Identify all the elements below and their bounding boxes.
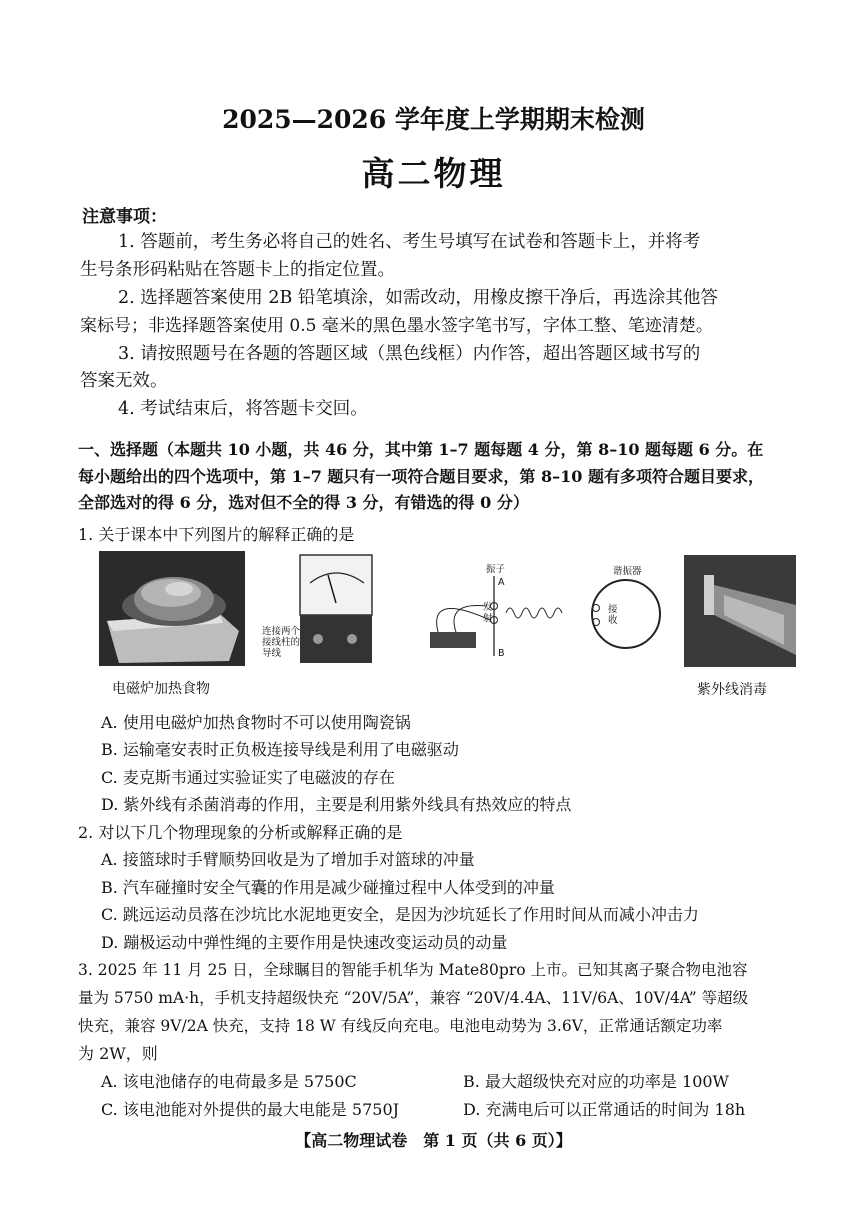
q2-option-d[interactable]: D. 蹦极运动中弹性绳的主要作用是快速改变运动员的动量 <box>101 933 508 952</box>
q2-option-b[interactable]: B. 汽车碰撞时安全气囊的作用是减少碰撞过程中人体受到的冲量 <box>101 878 555 897</box>
q3-stem-line-4: 为 2W，则 <box>78 1044 158 1063</box>
note-4: 4. 考试结束后，将答题卡交回。 <box>118 399 368 419</box>
note-1-line-1: 1. 答题前，考生务必将自己的姓名、考生号填写在试卷和答题卡上，并将考 <box>118 232 701 252</box>
q1-option-d[interactable]: D. 紫外线有杀菌消毒的作用，主要是利用紫外线具有热效应的特点 <box>101 795 572 814</box>
q2-stem: 2. 对以下几个物理现象的分析或解释正确的是 <box>78 823 403 842</box>
receive-label: 接 收 <box>608 604 618 626</box>
q1-option-b[interactable]: B. 运输毫安表时正负极连接导线是利用了电磁驱动 <box>101 740 459 759</box>
section-heading-line-1: 一、选择题（本题共 10 小题，共 46 分，其中第 1–7 题每题 4 分，第 8–10 题每题 6 分。在 <box>78 440 764 459</box>
exam-title: 2025—2026 学年度上学期期末检测 <box>222 105 645 134</box>
q3-stem-line-3: 快充，兼容 9V/2A 快充，支持 18 W 有线反向充电。电池电动势为 3.6V，正常通话额定功率 <box>78 1017 723 1035</box>
resonator-label: 谐振器 <box>613 566 642 577</box>
q2-option-a[interactable]: A. 接篮球时手臂顺势回收是为了增加手对篮球的冲量 <box>101 850 475 869</box>
uv-disinfection-photo <box>684 555 796 667</box>
q2-option-c[interactable]: C. 跳远运动员落在沙坑比水泥地更安全，是因为沙坑延长了作用时间从而减小冲击力 <box>101 905 699 924</box>
q3-option-a[interactable]: A. 该电池储存的电荷最多是 5750C <box>101 1072 357 1091</box>
note-2-line-1: 2. 选择题答案使用 2B 铅笔填涂，如需改动，用橡皮擦干净后，再选涂其他答 <box>118 288 718 308</box>
emit-label: 发 射 <box>483 602 493 624</box>
q3-stem-line-2: 量为 5750 mA·h，手机支持超级快充 “20V/5A”，兼容 “20V/4.4A、11V/6A、10V/4A” 等超级 <box>78 989 749 1007</box>
meter-label: 连接两个 接线柱的 导线 <box>262 626 301 659</box>
note-3-line-1: 3. 请按照题号在各题的答题区域（黑色线框）内作答，超出答题区域书写的 <box>118 344 701 364</box>
note-1-line-2: 生号条形码粘贴在答题卡上的指定位置。 <box>80 260 395 280</box>
q3-option-b[interactable]: B. 最大超级快充对应的功率是 100W <box>463 1072 730 1091</box>
section-heading-line-2: 每小题给出的四个选项中，第 1–7 题只有一项符合题目要求，第 8–10 题有多项符合题目要求， <box>78 467 764 486</box>
induction-cooker-photo <box>99 551 245 666</box>
caption-uv: 紫外线消毒 <box>697 682 767 698</box>
q3-option-c[interactable]: C. 该电池能对外提供的最大电能是 5750J <box>101 1100 400 1119</box>
q3-stem-line-1: 3. 2025 年 11 月 25 日，全球瞩目的智能手机华为 Mate80pro 上市。已知其离子聚合物电池容 <box>78 961 748 979</box>
q1-stem: 1. 关于课本中下列图片的解释正确的是 <box>78 525 355 544</box>
page-footer: 【高二物理试卷 第 1 页（共 6 页）】 <box>295 1131 572 1150</box>
q1-option-a[interactable]: A. 使用电磁炉加热食物时不可以使用陶瓷锅 <box>101 713 411 732</box>
point-b-label: B <box>498 648 505 659</box>
section-heading-line-3: 全部选对的得 6 分，选对但不全的得 3 分，有错选的得 0 分） <box>78 493 529 512</box>
oscillator-label: 振子 <box>486 564 506 575</box>
q3-option-d[interactable]: D. 充满电后可以正常通话的时间为 18h <box>463 1100 746 1119</box>
note-2-line-2: 案标号；非选择题答案使用 0.5 毫米的黑色墨水签字笔书写，字体工整、笔迹清楚。 <box>80 316 713 336</box>
point-a-label: A <box>498 577 505 588</box>
note-3-line-2: 答案无效。 <box>80 371 168 391</box>
hertz-experiment-diagram <box>426 562 666 666</box>
subject-title: 高二物理 <box>361 154 506 193</box>
caption-induction-cooker: 电磁炉加热食物 <box>112 681 210 697</box>
notes-heading: 注意事项： <box>82 207 167 227</box>
q1-option-c[interactable]: C. 麦克斯韦通过实验证实了电磁波的存在 <box>101 768 395 787</box>
